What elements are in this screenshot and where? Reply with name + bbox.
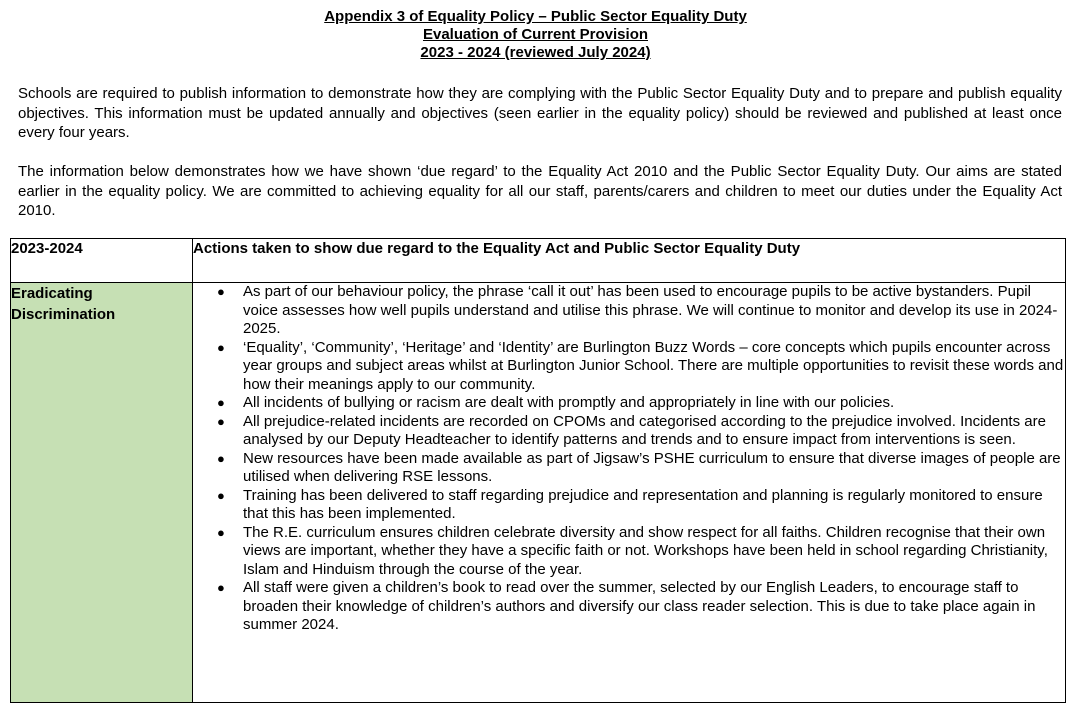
list-item-text: All incidents of bullying or racism are dealt with promptly and appropriately in line with our policies.	[243, 394, 895, 411]
list-item-text: As part of our behaviour policy, the phrase ‘call it out’ has been used to encourage pupils to be active bystanders. Pupil voice assesses how well pupils understand and utilise this phrase. We will continue to monitor and develop its use in 2024-2025.	[243, 283, 1058, 337]
bullet-icon: ●	[217, 413, 225, 429]
title-line-year: 2023 - 2024 (reviewed July 2024)	[420, 44, 651, 61]
list-item	[193, 450, 1065, 487]
list-item-text: All prejudice-related incidents are recorded on CPOMs and categorised according to the prejudice involved. Incidents are analysed by our Deputy Headteacher to identify patterns and trends and to ensure impact from interventions is seen.	[243, 412, 1046, 448]
actions-list	[193, 283, 1065, 635]
title-line-evaluation: Evaluation of Current Provision	[422, 26, 649, 43]
bullet-icon: ●	[217, 284, 225, 299]
document-title	[0, 8, 1071, 62]
section-label-cell	[11, 283, 193, 703]
equality-table	[10, 238, 1066, 703]
bullet-icon: ●	[217, 450, 225, 466]
header-year-cell: 2023-2024	[11, 239, 193, 283]
list-item	[193, 524, 1065, 580]
list-item-text: New resources have been made available as part of Jigsaw’s PSHE curriculum to ensure that diverse images of people are utilised when delivering RSE lessons.	[243, 449, 1061, 485]
list-item-text: The R.E. curriculum ensures children celebrate diversity and show respect for all faiths. Children recognise that their own views are important, whether they have a specific faith or not. Workshops have been held in school regarding Christianity, Islam and Hinduism through the course of the year.	[243, 523, 1048, 578]
list-item	[193, 579, 1065, 635]
list-item	[193, 413, 1065, 450]
bullet-icon: ●	[217, 524, 225, 540]
list-item	[193, 487, 1065, 524]
header-actions-cell: Actions taken to show due regard to the Equality Act and Public Sector Equality Duty	[193, 239, 1066, 283]
section-label-line: Discrimination	[11, 306, 116, 323]
list-item	[193, 394, 1065, 413]
list-item	[193, 339, 1065, 395]
list-item-text: Training has been delivered to staff regarding prejudice and representation and planning is regularly monitored to ensure that this has been implemented.	[243, 486, 1043, 522]
intro-paragraph-publishing: Schools are required to publish information to demonstrate how they are complying with the Public Sector Equality Duty and to prepare and publish equality objectives. This information must be updated annually and objectives (seen earlier in the equality policy) should be reviewed and published at least once every four years.	[18, 85, 1062, 141]
list-item-text: ‘Equality’, ‘Community’, ‘Heritage’ and ‘Identity’ are Burlington Buzz Words – core concepts which pupils encounter across year groups and subject areas whilst at Burlington Junior School. There are multiple opportunities to revisit these words and how their meanings apply to our community.	[243, 338, 1064, 393]
list-item	[193, 283, 1065, 339]
table-header-row	[11, 239, 1066, 283]
bullet-icon: ●	[217, 395, 225, 410]
intro-paragraph-due-regard: The information below demonstrates how we have shown ‘due regard’ to the Equality Act 2010 and the Public Sector Equality Duty. Our aims are stated earlier in the equality policy. We are committed to achieving equality for all our staff, parents/carers and children to meet our duties under the Equality Act 2010.	[18, 163, 1062, 219]
bullet-icon: ●	[217, 487, 225, 503]
title-line-appendix: Appendix 3 of Equality Policy – Public Sector Equality Duty	[324, 8, 747, 25]
table-row	[11, 283, 1066, 703]
section-label-line: Eradicating	[11, 285, 93, 302]
list-item-text: All staff were given a children’s book to read over the summer, selected by our English Leaders, to encourage staff to broaden their knowledge of children’s authors and diversify our class reader selection. This is due to take place again in summer 2024.	[243, 579, 1036, 633]
bullet-icon: ●	[217, 339, 225, 355]
bullet-icon: ●	[217, 580, 225, 595]
actions-cell	[193, 283, 1066, 703]
